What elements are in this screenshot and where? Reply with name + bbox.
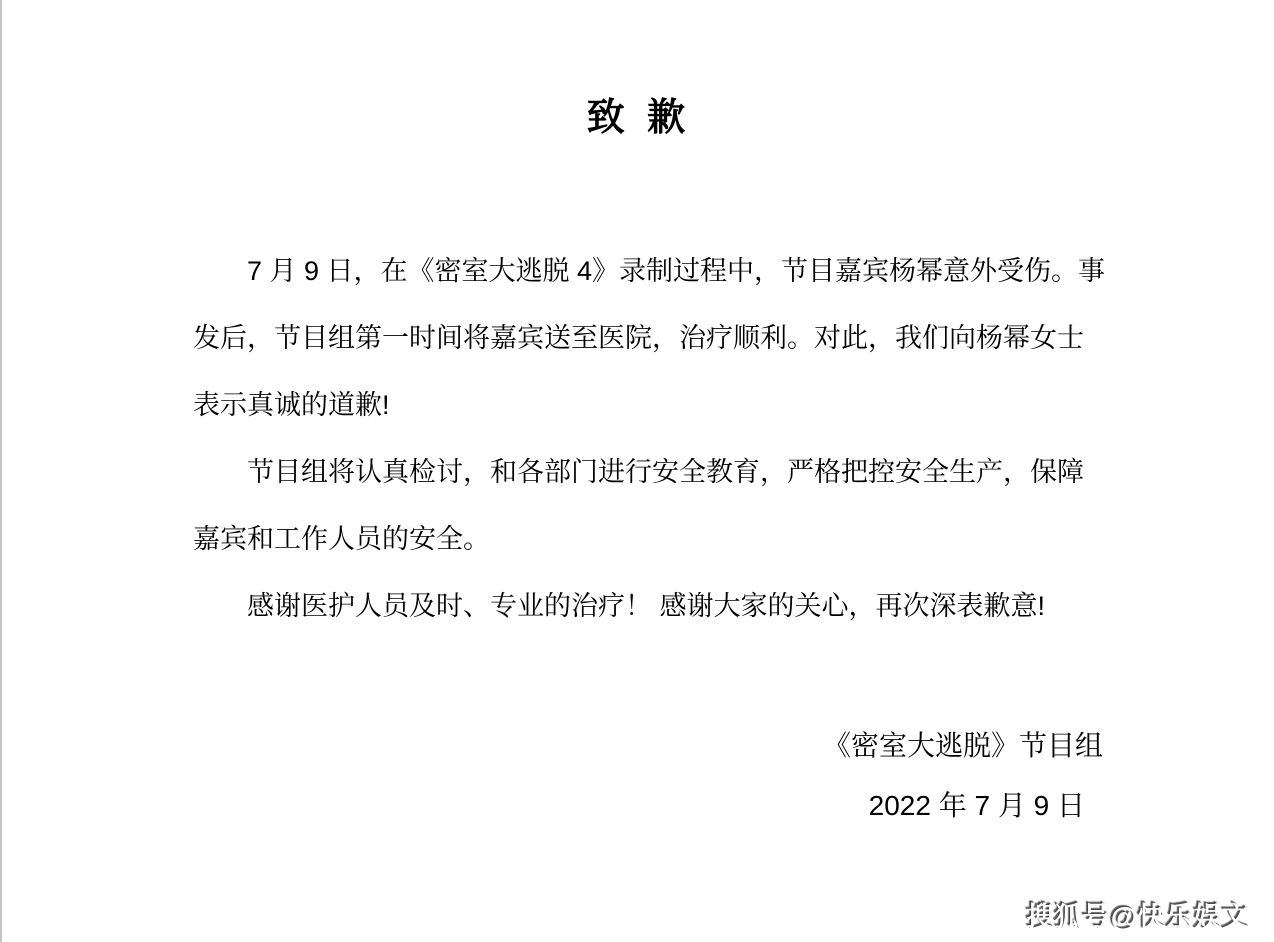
sohu-watermark: 搜狐号@快乐娱文 [1026,902,1250,932]
letter-paragraph: 节目组将认真检讨，和各部门进行安全教育，严格把控安全生产，保障嘉宾和工作人员的安全。 [193,457,1084,554]
page-left-edge-line [0,0,2,942]
letter-paragraph: 感谢医护人员及时、专业的治疗！ 感谢大家的关心，再次深表歉意! [247,591,1046,621]
letter-body [193,238,1106,640]
signature-line: 《密室大逃脱》节目组 [822,730,1103,761]
date-line: 2022 年 7 月 9 日 [868,790,1085,821]
page-title: 致 歉 [586,97,688,139]
signature-block [0,728,1103,824]
letter-paragraph: 7 月 9 日，在《密室大逃脱 4》录制过程中，节目嘉宾杨幂意外受伤。事发后，节目组第一时间将嘉宾送至医院，治疗顺利。对此，我们向杨幂女士表示真诚的道歉! [193,256,1106,420]
